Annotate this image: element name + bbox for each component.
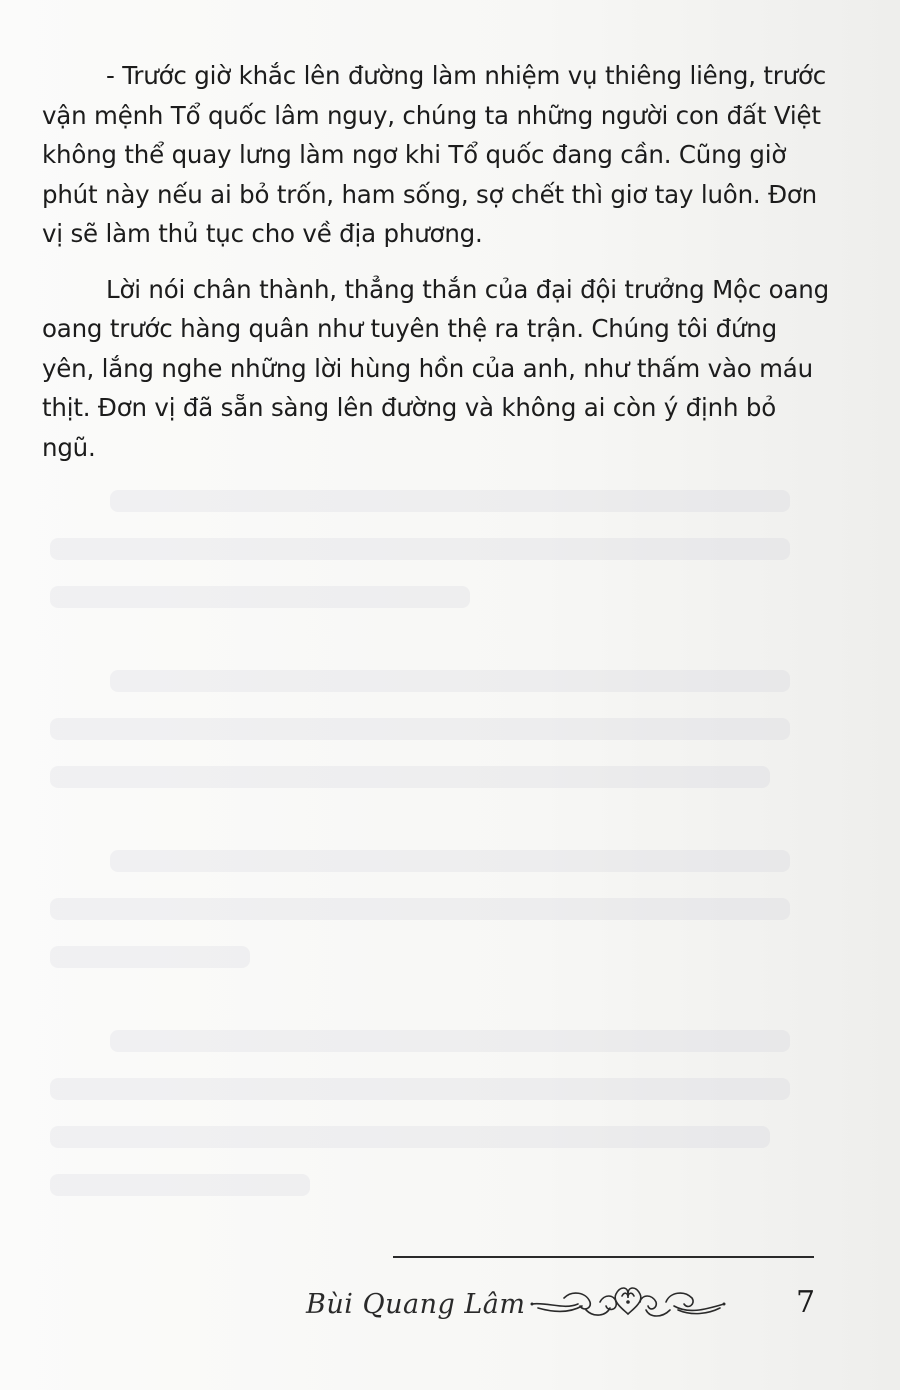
author-name: Bùi Quang Lâm (306, 1289, 526, 1320)
paragraph-1: - Trước giờ khắc lên đường làm nhiệm vụ thiêng liêng, trước vận mệnh Tổ quốc lâm nguy, chúng ta những người con đất Việt không thể quay lưng làm ngơ khi Tổ quốc đang cần. Cũng giờ phút này nếu ai bỏ trốn, ham sống, sợ chết thì giơ tay luôn. Đơn vị sẽ làm thủ tục cho về địa phương. (42, 61, 827, 248)
show-through-texture (50, 480, 810, 1234)
paragraph-2: Lời nói chân thành, thẳng thắn của đại đội trưởng Mộc oang oang trước hàng quân như tuyên thệ ra trận. Chúng tôi đứng yên, lắng nghe những lời hùng hồn của anh, như thấm vào máu thịt. Đơn vị đã sẵn sàng lên đường và không ai còn ý định bỏ ngũ. (42, 274, 829, 462)
footer-rule (393, 1256, 814, 1258)
page-number: 7 (796, 1285, 816, 1320)
show-through-lines (50, 480, 810, 1220)
flourish-ornament-icon (528, 1280, 728, 1326)
body-text (42, 56, 832, 483)
